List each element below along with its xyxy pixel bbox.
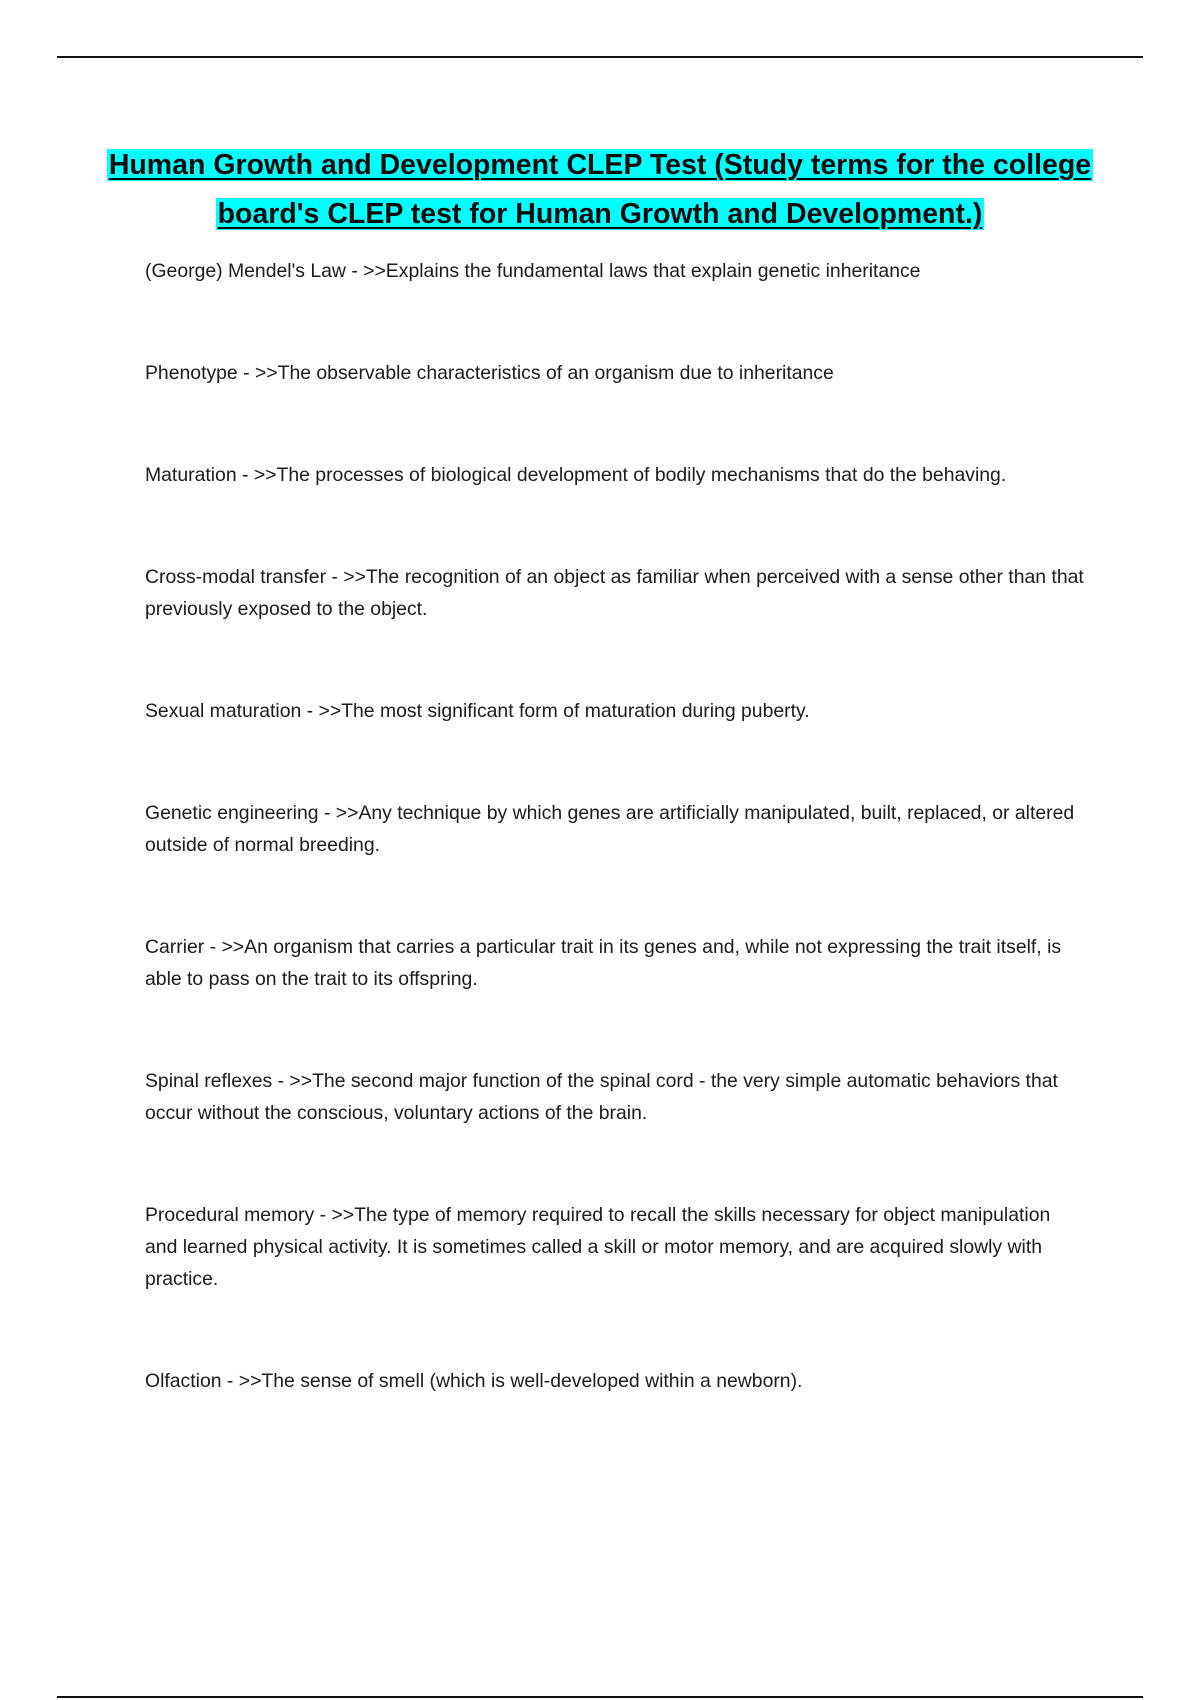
term-item: Genetic engineering - >>Any technique by which genes are artificially manipulated, built, replaced, or altered outside of normal breeding.	[145, 802, 1075, 856]
title-block	[60, 143, 1140, 241]
term-item: Sexual maturation - >>The most significant form of maturation during puberty.	[145, 700, 810, 722]
term-item: (George) Mendel's Law - >>Explains the fundamental laws that explain genetic inheritance	[145, 260, 921, 282]
bottom-rule	[57, 1696, 1143, 1698]
top-rule	[57, 56, 1143, 58]
term-list	[145, 255, 1085, 1397]
term-item: Cross-modal transfer - >>The recognition of an object as familiar when perceived with a sense other than that previously exposed to the object.	[145, 566, 1084, 620]
term-item: Olfaction - >>The sense of smell (which is well-developed within a newborn).	[145, 1370, 803, 1392]
term-item: Procedural memory - >>The type of memory required to recall the skills necessary for object manipulation and learned physical activity. It is sometimes called a skill or motor memory, and are acquired slowly with practice.	[145, 1204, 1051, 1290]
term-item: Maturation - >>The processes of biological development of bodily mechanisms that do the behaving.	[145, 464, 1007, 486]
term-item: Spinal reflexes - >>The second major function of the spinal cord - the very simple automatic behaviors that occur without the conscious, voluntary actions of the brain.	[145, 1070, 1058, 1124]
term-item: Phenotype - >>The observable characteristics of an organism due to inheritance	[145, 362, 834, 384]
term-item: Carrier - >>An organism that carries a particular trait in its genes and, while not expressing the trait itself, is able to pass on the trait to its offspring.	[145, 936, 1062, 990]
document-title: Human Growth and Development CLEP Test (Study terms for the college board's CLEP test for Human Growth and Development.)	[108, 149, 1092, 230]
